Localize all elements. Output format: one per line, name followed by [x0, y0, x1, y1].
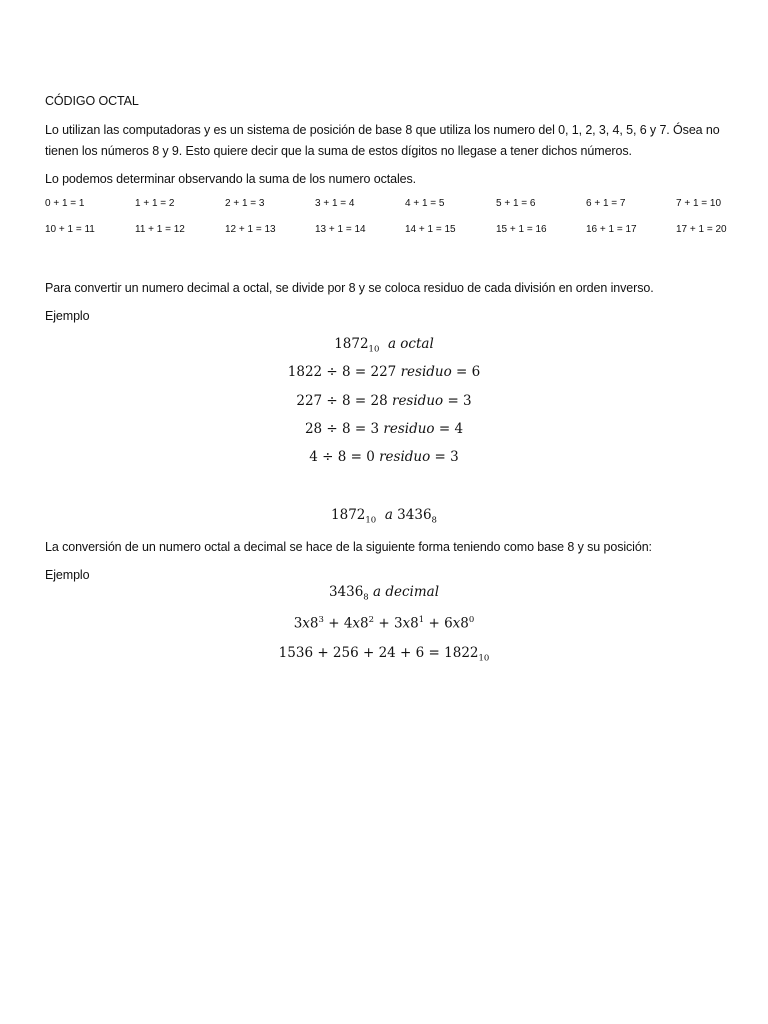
- equation-result: 3436: [397, 507, 432, 523]
- equation-times-x: x: [402, 615, 411, 632]
- equation-exponent: 0: [468, 615, 475, 625]
- equation-base: 8: [309, 615, 319, 632]
- equation-division-step-2: [0, 393, 768, 409]
- equation-times-x: x: [302, 615, 310, 632]
- intro-paragraph-line-2: tienen los números 8 y 9. Esto quiere decir que la suma de estos dígitos no llegase a tener dichos números.: [45, 144, 632, 158]
- sum-item: 13 + 1 = 14: [315, 224, 366, 235]
- equation-number: 1872: [334, 336, 369, 352]
- equation-residuo-word: residuo: [391, 393, 444, 409]
- equation-subscript: 10: [365, 515, 377, 526]
- equation-term: 3: [293, 615, 303, 632]
- equation-term: + 3: [374, 615, 403, 632]
- equation-right: = 3: [447, 393, 472, 409]
- sum-item: 15 + 1 = 16: [496, 224, 547, 235]
- equation-sum: 1536 + 256 + 24 + 6 = 1822: [278, 645, 479, 661]
- equation-base: 8: [460, 615, 469, 632]
- equation-right: = 4: [438, 421, 464, 437]
- sum-item: 10 + 1 = 11: [45, 224, 95, 235]
- sum-item: 3 + 1 = 4: [315, 198, 355, 209]
- octal-sums-row-2: [0, 224, 768, 240]
- equation-left: 4 ÷ 8 = 0: [309, 449, 375, 465]
- sum-item: 11 + 1 = 12: [135, 224, 185, 235]
- sum-intro-paragraph: Lo podemos determinar observando la suma de los numero octales.: [45, 172, 416, 186]
- equation-text: a decimal: [373, 584, 440, 600]
- equation-exponent: 1: [418, 615, 425, 625]
- equation-term: + 4: [323, 615, 353, 632]
- equation-residuo-word: residuo: [379, 449, 431, 465]
- equation-octal-to-decimal-header: [0, 584, 768, 603]
- equation-term: + 6: [424, 615, 453, 632]
- octal-sums-row-1: [0, 198, 768, 214]
- equation-residuo-word: residuo: [400, 364, 452, 380]
- equation-times-x: x: [452, 615, 461, 632]
- equation-division-step-1: [0, 364, 768, 380]
- example-label: Ejemplo: [45, 309, 90, 323]
- equation-left: 28 ÷ 8 = 3: [304, 421, 380, 437]
- equation-subscript: 10: [478, 653, 490, 664]
- sum-item: 5 + 1 = 6: [496, 198, 536, 209]
- sum-item: 17 + 1 = 20: [676, 224, 727, 235]
- equation-left: 227 ÷ 8 = 28: [296, 393, 388, 409]
- sum-item: 6 + 1 = 7: [586, 198, 626, 209]
- octal-to-decimal-paragraph: La conversión de un numero octal a decimal se hace de la siguiente forma teniendo como base 8 y su posición:: [45, 540, 652, 554]
- equation-left: 1822 ÷ 8 = 227: [287, 364, 397, 380]
- equation-exponent: 3: [318, 615, 324, 625]
- sum-item: 0 + 1 = 1: [45, 198, 85, 209]
- equation-division-step-3: [0, 421, 768, 437]
- equation-decimal-to-octal-header: [0, 336, 768, 355]
- equation-subscript: 10: [368, 344, 380, 355]
- equation-division-step-4: [0, 449, 768, 465]
- equation-residuo-word: residuo: [383, 421, 435, 437]
- sum-item: 2 + 1 = 3: [225, 198, 265, 209]
- sum-item: 1 + 1 = 2: [135, 198, 175, 209]
- equation-number: 1872: [331, 507, 366, 523]
- equation-times-x: x: [352, 615, 361, 632]
- equation-positional-sum: [0, 645, 768, 664]
- equation-number: 3436: [328, 584, 364, 600]
- equation-text: a octal: [387, 336, 434, 352]
- equation-exponent: 2: [368, 615, 375, 625]
- decimal-to-octal-paragraph: Para convertir un numero decimal a octal, se divide por 8 y se coloca residuo de cada división en orden inverso.: [45, 281, 654, 295]
- equation-base: 8: [360, 615, 369, 632]
- equation-decimal-to-octal-result: [0, 507, 768, 526]
- equation-subscript: 8: [363, 592, 369, 603]
- sum-item: 4 + 1 = 5: [405, 198, 445, 209]
- equation-base: 8: [410, 615, 419, 632]
- sum-item: 16 + 1 = 17: [586, 224, 637, 235]
- equation-right: = 3: [434, 449, 459, 465]
- sum-item: 12 + 1 = 13: [225, 224, 276, 235]
- equation-positional-expansion: [0, 615, 768, 632]
- equation-subscript: 8: [431, 515, 437, 526]
- example-label: Ejemplo: [45, 568, 90, 582]
- intro-paragraph-line-1: Lo utilizan las computadoras y es un sistema de posición de base 8 que utiliza los numero del 0, 1, 2, 3, 4, 5, 6 y 7. Ósea no: [45, 123, 720, 137]
- equation-right: = 6: [456, 364, 481, 380]
- document-title: CÓDIGO OCTAL: [45, 94, 139, 108]
- sum-item: 7 + 1 = 10: [676, 198, 722, 209]
- sum-item: 14 + 1 = 15: [405, 224, 456, 235]
- equation-text: a: [384, 507, 393, 523]
